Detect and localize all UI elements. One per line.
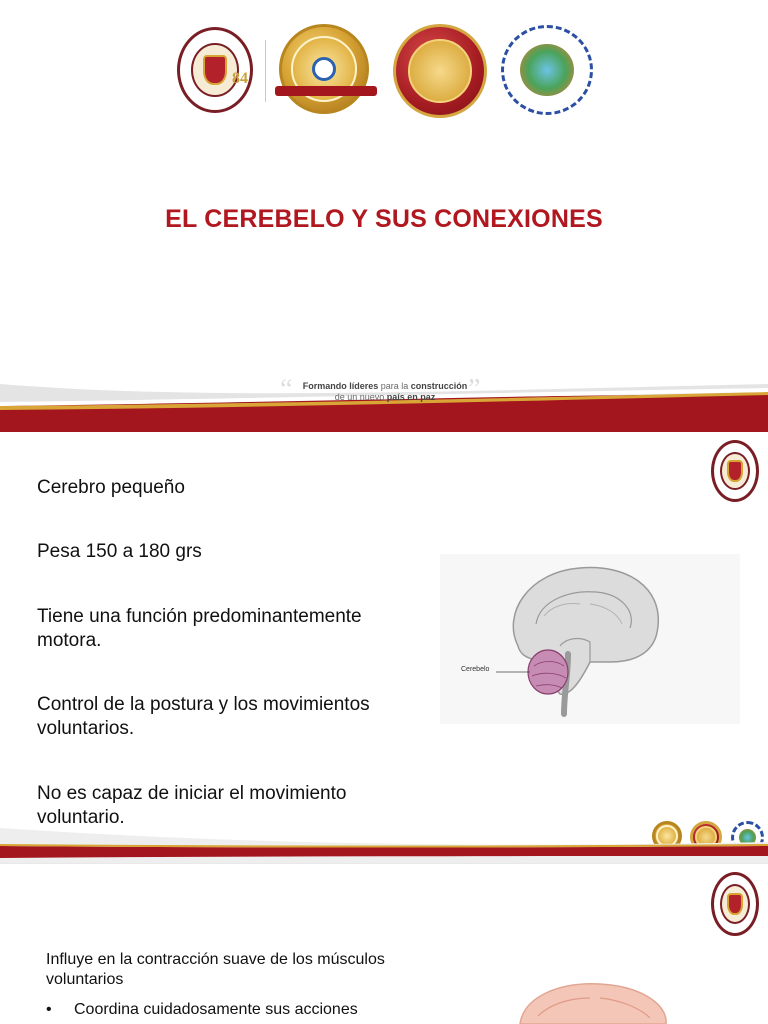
non-discrimination-seal-logo — [501, 25, 593, 115]
intro-text: Influye en la contracción suave de los músculos voluntarios — [46, 951, 385, 988]
slide-cerebelo-info — [0, 432, 768, 864]
tagline-part: país en paz — [386, 392, 436, 402]
tagline-part: para la — [378, 381, 411, 391]
brain-illustration — [490, 964, 690, 1024]
university-seal-logo — [711, 872, 759, 936]
tagline — [290, 381, 480, 403]
accreditation-seal-logo — [279, 24, 369, 114]
cerebellum-highlight — [528, 650, 568, 694]
quote-close-mark: ” — [468, 374, 481, 405]
bullet-item: Coordina cuidadosamente sus acciones — [74, 1001, 358, 1018]
info-item: Cerebro pequeño — [37, 477, 185, 498]
university-seal-logo — [711, 440, 759, 502]
tagline-part: de un nuevo — [334, 392, 387, 402]
figure-label: Cerebelo — [461, 666, 490, 673]
tagline-part: construcción — [410, 381, 468, 391]
international-accreditation-seal-logo — [393, 24, 487, 118]
tagline-part: Formando líderes — [302, 381, 379, 391]
bullet-marker: • — [46, 1001, 52, 1018]
info-item: Pesa 150 a 180 grs — [37, 541, 202, 562]
anniversary-84-logo: 84 — [232, 70, 248, 87]
slide-title — [0, 0, 768, 432]
logo-separator — [265, 40, 266, 102]
slide-title-heading: EL CEREBELO Y SUS CONEXIONES — [165, 205, 603, 233]
info-item: Tiene una función predominantemente motora. — [37, 606, 362, 651]
accreditation-ribbon — [275, 86, 377, 96]
slide-cerebelo-functions — [0, 864, 768, 1024]
brain-illustration — [440, 554, 740, 724]
footer-band — [0, 824, 768, 864]
quote-open-mark: “ — [280, 374, 293, 405]
info-item: No es capaz de iniciar el movimiento voluntario. — [37, 783, 347, 828]
info-item: Control de la postura y los movimientos voluntarios. — [37, 694, 370, 739]
